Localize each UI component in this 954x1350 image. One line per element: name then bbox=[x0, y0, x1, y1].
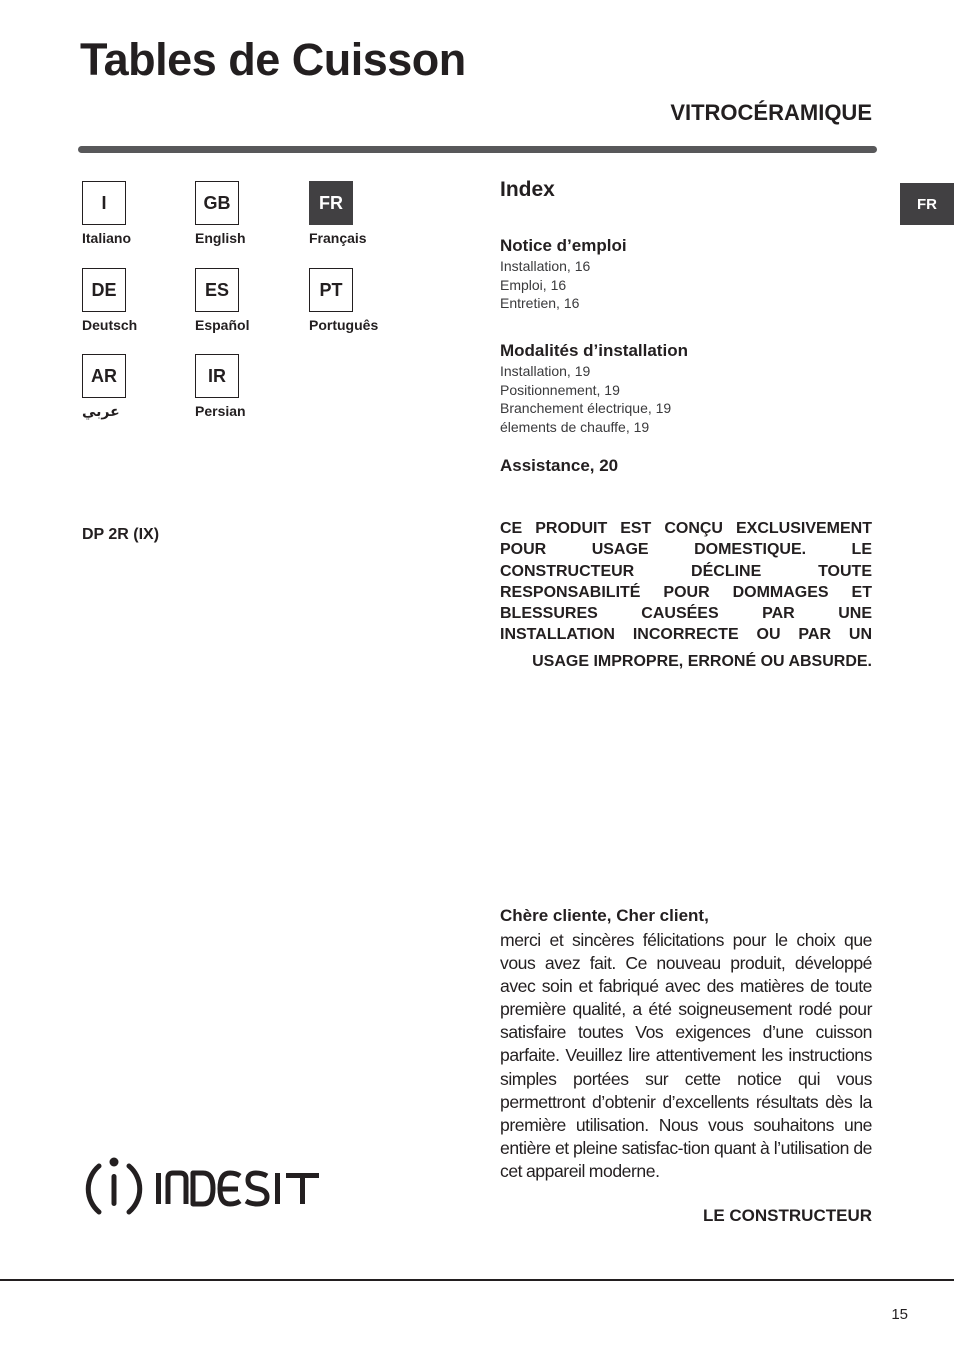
language-option-de bbox=[82, 268, 192, 333]
page-subtitle: VITROCÉRAMIQUE bbox=[670, 100, 872, 125]
language-name: عربي bbox=[82, 403, 120, 419]
language-code-box: DE bbox=[82, 268, 126, 312]
index-item: Installation, 16 bbox=[500, 258, 591, 274]
language-option-es bbox=[195, 268, 305, 333]
brand-name bbox=[322, 1152, 323, 1153]
model-number: DP 2R (IX) bbox=[82, 526, 160, 543]
index-section-heading: Notice d’emploi bbox=[500, 236, 627, 255]
language-code-box: ES bbox=[195, 268, 239, 312]
greeting-heading: Chère cliente, Cher client, bbox=[500, 906, 709, 925]
language-code-box: GB bbox=[195, 181, 239, 225]
index-item: Branchement électrique, 19 bbox=[500, 400, 672, 416]
page-title: Tables de Cuisson bbox=[80, 34, 466, 85]
index-item: élements de chauffe, 19 bbox=[500, 418, 650, 435]
index-section-installation bbox=[500, 340, 872, 436]
index-item: Emploi, 16 bbox=[500, 276, 567, 293]
index-section-heading: Assistance, 20 bbox=[500, 456, 619, 475]
language-name: Deutsch bbox=[82, 317, 138, 333]
page-number: 15 bbox=[891, 1306, 908, 1323]
index-item: Installation, 19 bbox=[500, 363, 591, 379]
language-name: Français bbox=[309, 230, 367, 246]
language-option-it bbox=[82, 181, 192, 246]
index-heading: Index bbox=[500, 178, 555, 201]
index-item: Positionnement, 19 bbox=[500, 381, 620, 398]
language-option-fr bbox=[309, 181, 419, 246]
language-option-ar bbox=[82, 354, 192, 419]
language-code-box: AR bbox=[82, 354, 126, 398]
language-option-gb bbox=[195, 181, 305, 246]
index-section-notice bbox=[500, 235, 872, 313]
language-name: English bbox=[195, 230, 246, 246]
language-name: Português bbox=[309, 317, 379, 333]
safety-warning-last-line: USAGE IMPROPRE, ERRONÉ OU ABSURDE. bbox=[532, 653, 872, 670]
indesit-logo bbox=[82, 1152, 322, 1225]
safety-warning: CE PRODUIT EST CONÇU EXCLUSIVEMENT POUR USAGE DOMESTIQUE. LE CONSTRUCTEUR DÉCLINE TOUTE RESPONSABILITÉ POUR DOMMAGES ET BLESSURES CAUSÉES PAR UNE INSTALLATION INCORRECTE OU PAR UN bbox=[500, 520, 872, 644]
language-name: Español bbox=[195, 317, 250, 333]
greeting-body: merci et sincères félicitations pour le choix que vous avez fait. Ce nouveau produit, développé avec soin et fabriqué avec des matières de toute première qualité, a été soigneusement rodé pour satisfaire toutes Vos exigences d’une cuisson parfaite. Veuillez lire attentivement les instructions simples portées sur cette notice qui vous permettront d’obtenir d’excellents résultats dès la première utilisation. Nous vous souhaitons une entière et pleine satisfac-tion quant à l’utilisation de cet appareil moderne. bbox=[500, 930, 872, 1181]
index-item: Entretien, 16 bbox=[500, 295, 580, 311]
language-name: Persian bbox=[195, 403, 246, 419]
language-option-pt bbox=[309, 268, 419, 333]
language-option-ir bbox=[195, 354, 305, 419]
language-code-box: IR bbox=[195, 354, 239, 398]
language-code-box-active: FR bbox=[309, 181, 353, 225]
index-section-assistance bbox=[500, 455, 872, 477]
indesit-logo-graphic bbox=[82, 1152, 322, 1220]
greeting-signature: LE CONSTRUCTEUR bbox=[702, 1206, 872, 1225]
language-code-box: PT bbox=[309, 268, 353, 312]
footer-rule bbox=[0, 1279, 954, 1281]
language-side-tab: FR bbox=[900, 183, 954, 225]
index-section-heading: Modalités d’installation bbox=[500, 341, 688, 360]
language-code-box: I bbox=[82, 181, 126, 225]
header-rule bbox=[78, 146, 877, 153]
language-name: Italiano bbox=[82, 230, 132, 246]
